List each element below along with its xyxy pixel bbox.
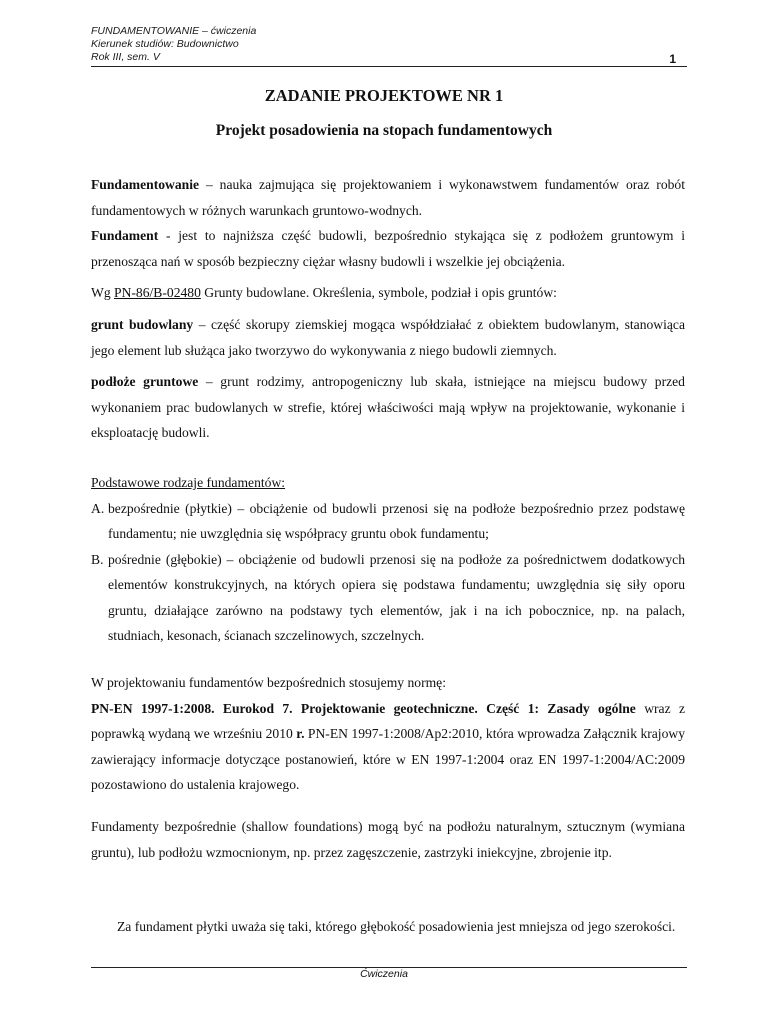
list-marker: A.	[91, 500, 105, 516]
shallow-foundations-paragraph	[91, 814, 685, 865]
definition-text: – grunt rodzimy, antropogeniczny lub skała, istniejące na miejscu budowy przed wykonaniem prac budowlanych w strefie, której właściwości mają wpływ na projektowanie, wykonanie i eksploatację budowli.	[91, 374, 685, 440]
definition-text: - jest to najniższa część budowli, bezpośrednio stykająca się z podłożem gruntowym i przenosząca nań w sposób bezpieczny ciężar własny budowli i wszelkie jej obciążenia.	[91, 228, 685, 269]
page-title: ZADANIE PROJEKTOWE NR 1	[264, 86, 504, 105]
eurocode-r: r.	[296, 726, 305, 741]
header-field: Kierunek studiów: Budownictwo	[91, 38, 239, 50]
page-footer: Ćwiczenia	[360, 968, 408, 980]
definition-term: podłoże gruntowe	[91, 374, 199, 389]
definition-term: grunt budowlany	[91, 317, 194, 332]
design-intro: W projektowaniu fundamentów bezpośrednich stosujemy normę:	[91, 675, 446, 690]
definition-podloze-gruntowe	[91, 369, 685, 446]
page-header	[91, 25, 256, 64]
header-year: Rok III, sem. V	[91, 51, 160, 63]
eurocode-block	[91, 670, 685, 798]
definition-fundamentowanie	[91, 172, 685, 223]
final-paragraph	[91, 914, 685, 940]
definition-grunt-budowlany	[91, 312, 685, 363]
eurocode-title: PN-EN 1997-1:2008. Eurokod 7. Projektowanie geotechniczne. Część 1: Zasady ogólne	[91, 700, 636, 716]
eurocode-paragraph	[91, 696, 685, 798]
eurocode-text: wraz z poprawką wydaną we wrześniu 2010	[91, 700, 685, 741]
list-item	[91, 496, 685, 547]
list-marker: B.	[91, 551, 104, 567]
definition-term: Fundament	[91, 228, 159, 243]
definition-text: – część skorupy ziemskiej mogąca współdziałać z obiektem budowlanym, stanowiąca jego element lub służąca jako tworzywo do wykonywania z niego budowli ziemnych.	[91, 317, 686, 358]
header-rule	[91, 66, 687, 67]
eurocode-text-2: PN-EN 1997-1:2008/Ap2:2010, która wprowadza Załącznik krajowy zawierający informacje dotyczące postanowień, które w EN 1997-1:2004 oraz EN 1997-1:2004/AC:2009 pozostawiono do ustalenia krajowego.	[91, 726, 685, 792]
norm-text: Grunty budowlane. Określenia, symbole, podział i opis gruntów:	[200, 285, 557, 300]
definition-fundament	[91, 223, 685, 274]
norm-link[interactable]: PN-86/B-02480	[114, 285, 201, 300]
norm-reference	[91, 280, 685, 306]
norm-prefix: Wg	[91, 285, 115, 300]
definition-text: – nauka zajmująca się projektowaniem i wykonawstwem fundamentów oraz robót fundamentowych w różnych warunkach gruntowo-wodnych.	[91, 177, 685, 218]
page-subtitle: Projekt posadowienia na stopach fundamentowych	[215, 122, 553, 139]
list-text: bezpośrednie (płytkie) – obciążenie od budowli przenosi się na podłoże bezpośrednio przez podstawę fundamentu; nie uwzględnia się współpracy gruntu obok fundamentu;	[108, 500, 685, 541]
shallow-text: Fundamenty bezpośrednie (shallow foundations) mogą być na podłożu naturalnym, sztucznym (wymiana gruntu), lub podłożu wzmocnionym, np. przez zagęszczenie, zastrzyki iniekcyjne, zbrojenie itp.	[91, 819, 685, 860]
foundation-types	[91, 470, 685, 649]
definitions-block	[91, 172, 685, 274]
list-text: pośrednie (głębokie) – obciążenie od budowli przenosi się na podłoże za pośrednictwem dodatkowych elementów konstrukcyjnych, na których opiera się podstawa fundamentu; uwzględnia się siły oporu gruntu, działające zarówno na podstawy tych elementów, jak i na ich pobocznice, np. na palach, studniach, kesonach, ścianach szczelinowych, szczelnych.	[108, 551, 685, 643]
final-text: Za fundament płytki uważa się taki, którego głębokość posadowienia jest mniejsza od jego szerokości.	[117, 919, 676, 934]
list-item	[91, 547, 685, 649]
definition-term: Fundamentowanie	[91, 177, 200, 192]
page-number: 1	[669, 52, 676, 66]
header-course: FUNDAMENTOWANIE – ćwiczenia	[91, 25, 257, 37]
types-heading: Podstawowe rodzaje fundamentów:	[91, 475, 286, 490]
